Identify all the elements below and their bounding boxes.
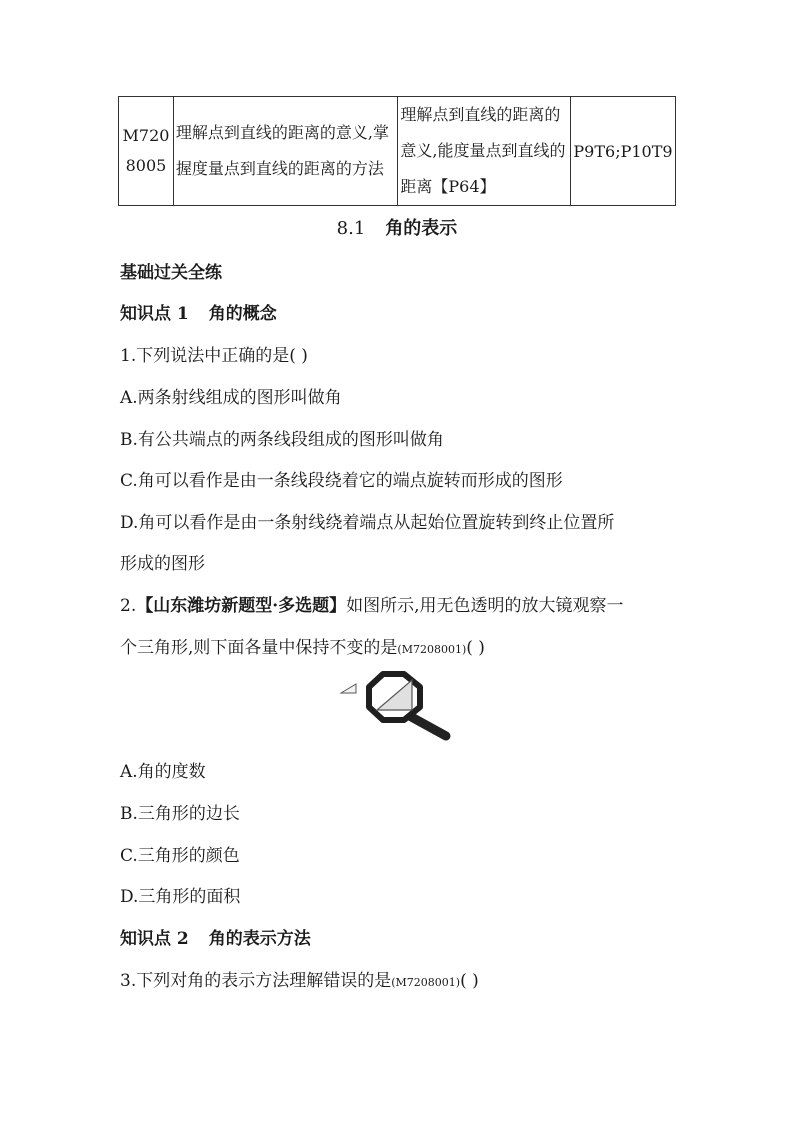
- question-2-option-d: D.三角形的面积: [120, 887, 241, 907]
- question-1-stem: 1.下列说法中正确的是( ): [120, 346, 308, 366]
- knowledge-point-1: [120, 299, 277, 324]
- objective-reference-cell: P9T6;P10T9: [571, 97, 676, 206]
- answer-parentheses: ( ): [460, 971, 479, 991]
- question-3-stem: [120, 966, 479, 991]
- knowledge-point-2: [120, 924, 311, 949]
- objective-code-line2: 8005: [125, 156, 167, 175]
- question-2-text-continued: 个三角形,则下面各量中保持不变的是: [120, 638, 398, 658]
- section-number: 8.1: [336, 218, 366, 239]
- table-row: [119, 97, 676, 206]
- question-2-stem: [120, 591, 624, 616]
- knowledge-point-title: 角的概念: [208, 304, 277, 324]
- question-1-option-c: C.角可以看作是由一条线段绕着它的端点旋转而形成的图形: [120, 471, 563, 491]
- knowledge-point-label: 知识点 2: [120, 929, 189, 949]
- small-triangle-icon: [341, 684, 356, 693]
- knowledge-point-label: 知识点 1: [120, 304, 189, 324]
- question-source-tag: 【山东潍坊新题型·多选题】: [136, 596, 347, 616]
- exercise-heading: 基础过关全练: [120, 263, 222, 283]
- magnifier-figure: [338, 666, 458, 744]
- objectives-table: [118, 96, 676, 206]
- knowledge-point-title: 角的表示方法: [208, 929, 311, 949]
- objective-requirement-cell: 理解点到直线的距离的意义,能度量点到直线的距离【P64】: [398, 97, 571, 206]
- section-title: [0, 214, 794, 240]
- question-2-text: 如图所示,用无色透明的放大镜观察一: [346, 596, 624, 616]
- objective-description-cell: 理解点到直线的距离的意义,掌握度量点到直线的距离的方法: [173, 97, 397, 206]
- question-number: 2.: [120, 596, 137, 616]
- question-2-option-c: C.三角形的颜色: [120, 846, 240, 866]
- question-2-stem-continued: [120, 633, 485, 658]
- question-code: (M7208001): [391, 976, 461, 989]
- question-1-option-a: A.两条射线组成的图形叫做角: [120, 388, 342, 408]
- question-2-option-b: B.三角形的边长: [120, 804, 240, 824]
- answer-parentheses: ( ): [466, 638, 485, 658]
- objective-code-line1: M720: [122, 126, 170, 145]
- objective-code-cell: [119, 97, 174, 206]
- question-code: (M7208001): [397, 643, 467, 656]
- question-1-option-b: B.有公共端点的两条线段组成的图形叫做角: [120, 430, 444, 450]
- question-2-option-a: A.角的度数: [120, 762, 206, 782]
- question-1-option-d-continued: 形成的图形: [120, 554, 205, 574]
- question-3-text: 3.下列对角的表示方法理解错误的是: [120, 971, 392, 991]
- section-title-text: 角的表示: [385, 218, 458, 239]
- question-1-option-d: D.角可以看作是由一条射线绕着端点从起始位置旋转到终止位置所: [120, 513, 615, 533]
